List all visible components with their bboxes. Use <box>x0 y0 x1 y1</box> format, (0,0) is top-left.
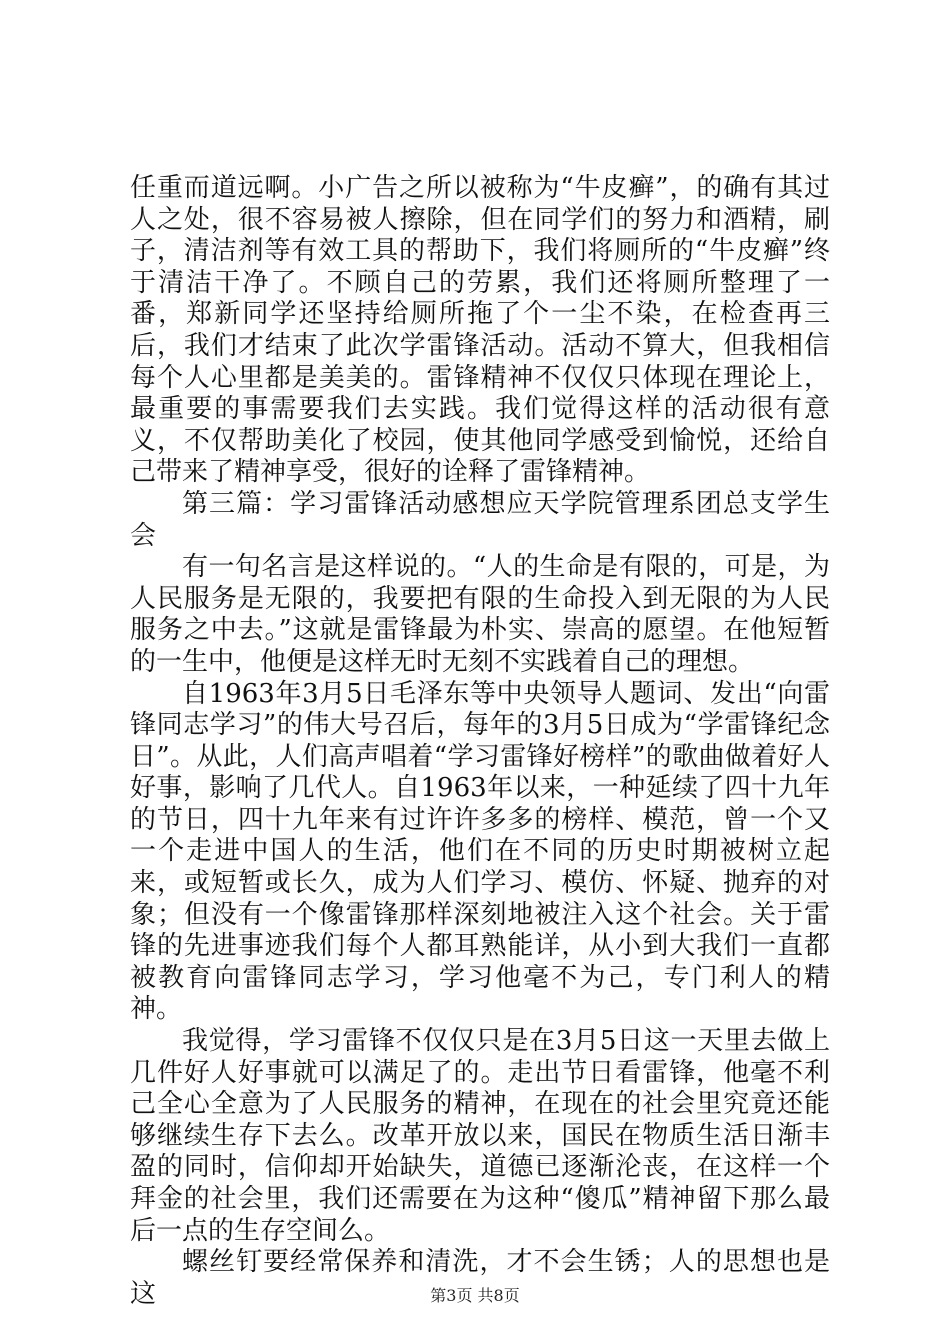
paragraph-5: 螺丝钉要经常保养和清洗，才不会生锈；人的思想也是这 <box>130 1247 830 1309</box>
document-body <box>130 173 830 1310</box>
page-footer: 第3页 共8页 <box>430 1286 520 1305</box>
paragraph-2: 有一句名言是这样说的。“人的生命是有限的，可是，为人民服务是无限的，我要把有限的生命投入到无限的为人民服务之中去。”这就是雷锋最为朴实、崇高的愿望。在他短暂的一生中，他便是这样无时无刻不实践着自己的理想。 <box>130 552 830 677</box>
section-heading: 第三篇：学习雷锋活动感想应天学院管理系团总支学生会 <box>130 488 830 551</box>
paragraph-3: 自1963年3月5日毛泽东等中央领导人题词、发出“向雷锋同志学习”的伟大号召后，每年的3月5日成为“学雷锋纪念日”。从此，人们高声唱着“学习雷锋好榜样”的歌曲做着好人好事，影响了几代人。自1963年以来，一种延续了四十九年的节日，四十九年来有过许许多多的榜样、模范，曾一个又一个走进中国人的生活，他们在不同的历史时期被树立起来，或短暂或长久，成为人们学习、模仿、怀疑、抛弃的对象；但没有一个像雷锋那样深刻地被注入这个社会。关于雷锋的先进事迹我们每个人都耳熟能详，从小到大我们一直都被教育向雷锋同志学习，学习他毫不为己，专门利人的精神。 <box>130 678 830 1025</box>
paragraph-4: 我觉得，学习雷锋不仅仅只是在3月5日这一天里去做上几件好人好事就可以满足了的。走出节日看雷锋，他毫不利己全心全意为了人民服务的精神，在现在的社会里究竟还能够继续生存下去么。改革开放以来，国民在物质生活日渐丰盈的同时，信仰却开始缺失，道德已逐渐沦丧，在这样一个拜金的社会里，我们还需要在为这种“傻瓜”精神留下那么最后一点的生存空间么。 <box>130 1026 830 1246</box>
paragraph-1: 任重而道远啊。小广告之所以被称为“牛皮癣”，的确有其过人之处，很不容易被人擦除，但在同学们的努力和酒精，刷子，清洁剂等有效工具的帮助下，我们将厕所的“牛皮癣”终于清洁干净了。不顾自己的劳累，我们还将厕所整理了一番，郑新同学还坚持给厕所拖了个一尘不染，在检查再三后，我们才结束了此次学雷锋活动。活动不算大，但我相信每个人心里都是美美的。雷锋精神不仅仅只体现在理论上，最重要的事需要我们去实践。我们觉得这样的活动很有意义，不仅帮助美化了校园，使其他同学感受到愉悦，还给自己带来了精神享受，很好的诠释了雷锋精神。 <box>130 173 830 488</box>
